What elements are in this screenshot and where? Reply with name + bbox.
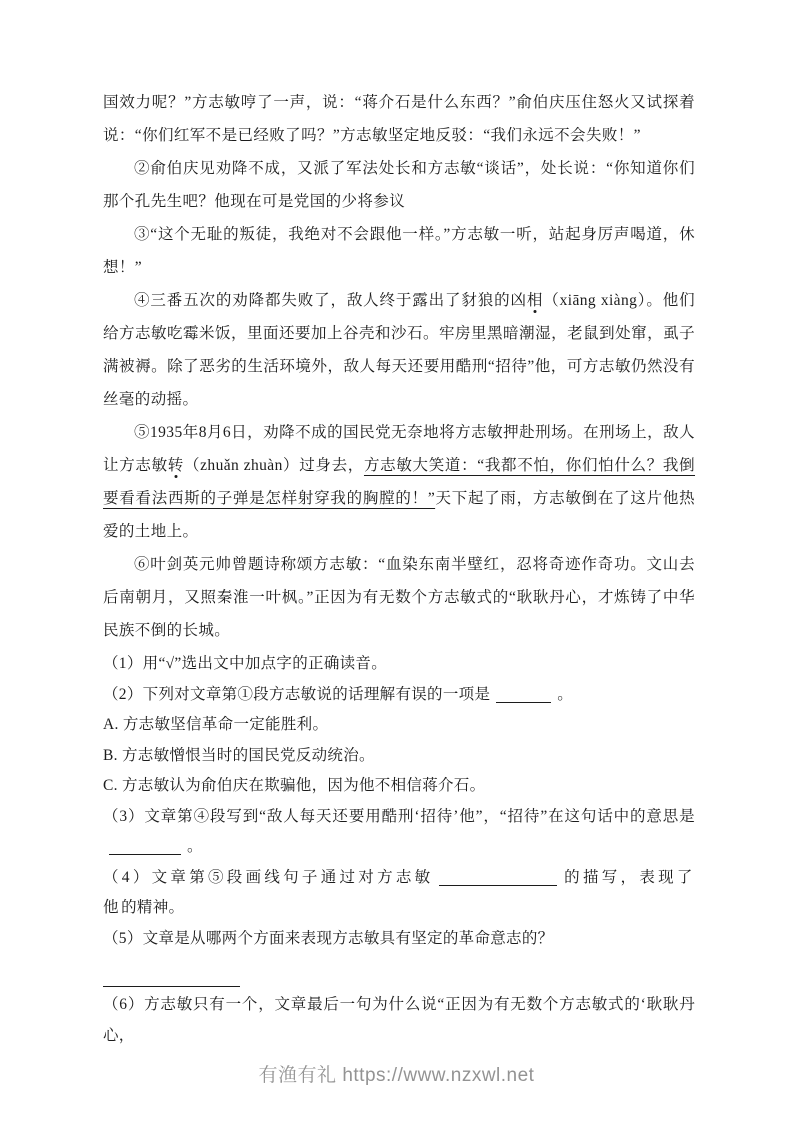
text-segment: 。 xyxy=(187,838,203,855)
text-segment: （xiāng xiàng）。他们给方志敏吃霉米饭，里面还要加上谷壳和沙石。牢房里黑暗潮湿，老鼠到处窜，虱子满被褥。除了恶劣的生活环境外，敌人每天还要用酷刑“招待”他，可方志敏仍然没有丝毫的动摇。 xyxy=(103,292,695,408)
text-segment: ④三番五次的劝降都失败了，敌人终于露出了豺狼的凶 xyxy=(134,292,527,309)
passage-paragraph-5 xyxy=(103,416,695,548)
text-segment: （3）文章第④段写到“敌人每天还要用酷刑‘招待’他”，“招待”在这句话中的意思是 xyxy=(103,807,695,825)
passage-paragraph-4 xyxy=(103,284,695,416)
text-segment: （6）方志敏只有一个，文章最后一句为什么说“正因为有无数个方志敏式的‘耿耿丹心， xyxy=(103,996,695,1044)
question-4 xyxy=(103,863,695,924)
question-5-answer-line xyxy=(103,968,695,990)
question-2-option-a: A. 方志敏坚信革命一定能胜利。 xyxy=(103,716,329,733)
text-segment: ⑥叶剑英元帅曾题诗称颂方志敏：“血染东南半壁红，忍将奇迹作奇功。文山去后南朝月，又照秦淮一叶枫。”正因为有无数个方志敏式的“耿耿丹心，才炼铸了中华民族不倒的长城。 xyxy=(103,556,695,639)
text-segment: （2）下列对文章第①段方志敏说的话理解有误的一项是 xyxy=(103,685,491,703)
question-3 xyxy=(103,802,695,863)
page-content xyxy=(103,86,695,1051)
emphasis-dot-char: 转 xyxy=(167,457,184,474)
text-segment: 天下起了雨，方志敏倒在了这片他热爱的土地上。 xyxy=(103,490,695,540)
question-1 xyxy=(103,649,695,680)
footer-watermark-text: 有渔有礼 https://www.nzxwl.net xyxy=(258,1065,535,1086)
text-segment: 的精神。 xyxy=(121,899,185,916)
text-segment: 的描写，表现了他 xyxy=(103,868,695,916)
text-segment: （4）文章第⑤段画线句子通过对方志敏 xyxy=(103,868,434,886)
emphasis-dot-char: 相 xyxy=(526,292,544,309)
footer-watermark xyxy=(0,1060,793,1087)
question-2-option-c: C. 方志敏认为俞伯庆在欺骗他，因为他不相信蒋介石。 xyxy=(103,777,486,794)
question-2 xyxy=(103,680,695,711)
answer-blank xyxy=(109,839,181,855)
text-segment: 。 xyxy=(557,685,574,703)
passage-paragraph-2 xyxy=(103,152,695,218)
passage-paragraph-3 xyxy=(103,218,695,284)
text-segment: ②俞伯庆见劝降不成，又派了军法处长和方志敏“谈话”，处长说：“你知道你们那个孔先生吧？他现在可是党国的少将参议 xyxy=(103,160,695,210)
text-segment: ⑤1935年8月6日，劝降不成的国民党无奈地将方志敏押赴刑场。在刑场上，敌人让方志敏 xyxy=(103,424,695,474)
text-segment: ③“这个无耻的叛徒，我绝对不会跟他一样。”方志敏一听，站起身厉声喝道，休想！” xyxy=(103,226,695,276)
question-2-option-b: B. 方志敏憎恨当时的国民党反动统治。 xyxy=(103,746,375,764)
answer-blank xyxy=(103,971,240,987)
question-list xyxy=(103,649,695,1051)
reading-passage xyxy=(103,86,695,647)
answer-blank xyxy=(496,687,551,703)
text-segment: （zhuǎn zhuàn）过身去， xyxy=(183,457,364,474)
answer-blank xyxy=(439,870,557,886)
underlined-sentence: 方志敏大笑道：“我都不怕，你们怕什么？我倒要看看法西斯的子弹是怎样射穿我的胸膛的！” xyxy=(103,457,696,507)
text-segment: 国效力呢？”方志敏哼了一声，说：“蒋介石是什么东西？”俞伯庆压住怒火又试探着说：“你们红军不是已经败了吗？”方志敏坚定地反驳：“我们永远不会失败！” xyxy=(103,94,695,144)
text-segment: （5）文章是从哪两个方面来表现方志敏具有坚定的革命意志的？ xyxy=(103,929,554,947)
text-segment: （1）用“√”选出文中加点字的正确读音。 xyxy=(103,655,388,672)
passage-paragraph-continuation xyxy=(103,86,695,152)
question-5 xyxy=(103,924,695,955)
passage-paragraph-6 xyxy=(103,548,695,647)
question-6 xyxy=(103,990,695,1051)
